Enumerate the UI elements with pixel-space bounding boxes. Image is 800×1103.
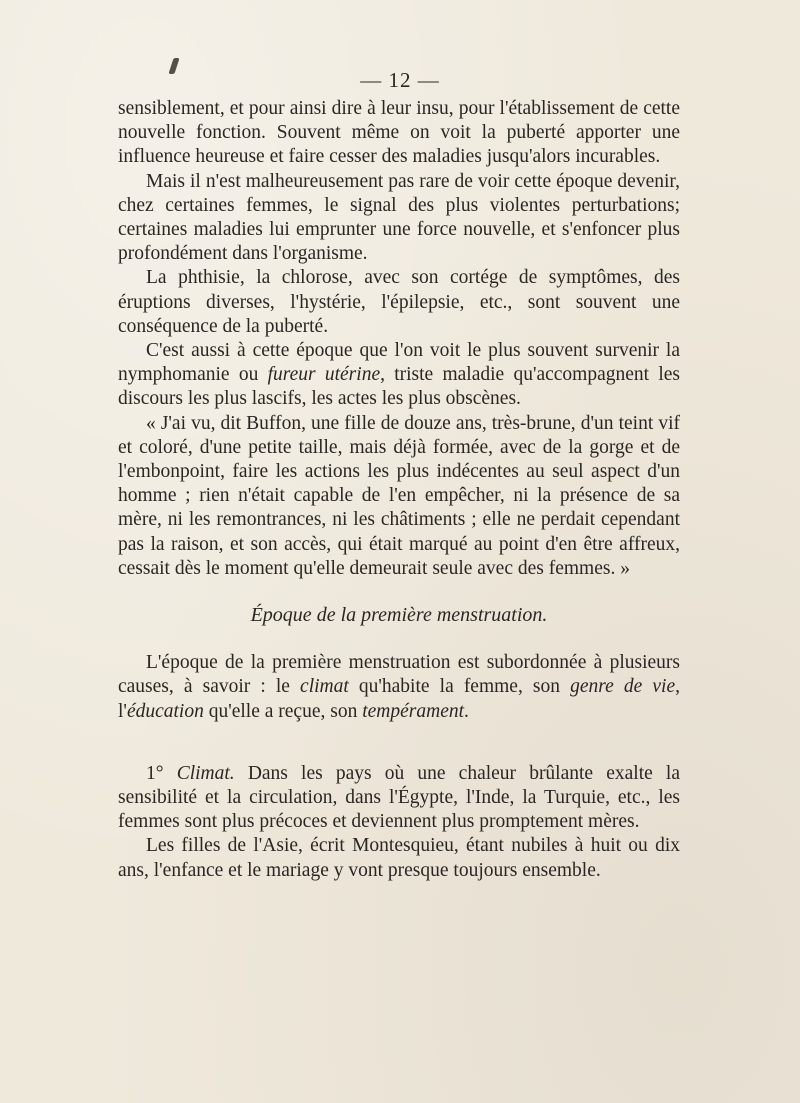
section-paragraph-1-text-b: qu'habite la femme, son bbox=[348, 676, 571, 698]
page-number: — 12 — bbox=[360, 68, 440, 92]
section-paragraph-2-number: 1° bbox=[146, 762, 177, 784]
section-paragraph-1-emphasis-3: éducation bbox=[126, 700, 204, 722]
page-body bbox=[118, 97, 680, 883]
section-paragraph-1-text-d: qu'elle a reçue, son bbox=[203, 700, 363, 722]
section-paragraph-1-text-c: , l' bbox=[118, 676, 680, 722]
section-paragraph-1-emphasis-1: climat bbox=[300, 676, 349, 698]
section-paragraph-2-heading: Climat. bbox=[176, 762, 235, 784]
section-title: Époque de la première menstruation. bbox=[250, 604, 548, 627]
paragraph-1: sensiblement, et pour ainsi dire à leur insu, pour l'établissement de cette nouvelle fonction. Souvent même on voit la puberté apporter une influence heureuse et faire cesser des maladies jusqu'alors incurables. bbox=[118, 98, 680, 168]
paragraph-4-text-a: C'est aussi à cette époque que l'on voit le plus souvent survenir la nymphomanie ou bbox=[118, 340, 680, 386]
section-paragraph-1 bbox=[118, 651, 680, 724]
section-paragraph-1-text-e: . bbox=[464, 700, 469, 722]
paragraph-2: Mais il n'est malheureusement pas rare de voir cette époque devenir, chez certaines femmes, le signal des plus violentes perturbations; certaines maladies lui emprunter une force nouvelle, et s'enfoncer plus profondément dans l'organisme. bbox=[118, 170, 680, 265]
section-paragraph-1-emphasis-4: tempérament bbox=[362, 700, 465, 722]
paragraph-3: La phthisie, la chlorose, avec son cortége de symptômes, des éruptions diverses, l'hystérie, l'épilepsie, etc., sont souvent une conséquence de la puberté. bbox=[118, 267, 680, 337]
paragraph-5-quote: « J'ai vu, dit Buffon, une fille de douze ans, très-brune, d'un teint vif et coloré, d'une petite taille, mais déjà formée, avec de la gorge et de l'embonpoint, faire les actions les plus indécentes au seul aspect d'un homme ; rien n'était capable de l'en empêcher, ni la présence de sa mère, ni les remontrances, ni les châtiments ; elle ne perdait cependant pas la raison, et son accès, qui était marqué au point d'en être affreux, cessait dès le moment qu'elle demeurait seule avec des femmes. » bbox=[118, 412, 680, 579]
paragraph-4 bbox=[118, 339, 680, 412]
section-paragraph-2 bbox=[118, 762, 680, 835]
paragraph-4-text-b: , triste maladie qu'accompagnent les discours les plus lascifs, les actes les plus obscènes. bbox=[118, 364, 680, 410]
section-paragraph-1-text-a: L'époque de la première menstruation est subordonnée à plusieurs causes, à savoir : le bbox=[118, 652, 680, 698]
section-paragraph-2-text: Dans les pays où une chaleur brûlante exalte la sensibilité et la circulation, dans l'Égypte, l'Inde, la Turquie, etc., les femmes sont plus précoces et deviennent plus promptement mères. bbox=[118, 762, 680, 833]
section-paragraph-3: Les filles de l'Asie, écrit Montesquieu, étant nubiles à huit ou dix ans, l'enfance et le mariage y vont presque toujours ensemble. bbox=[118, 835, 680, 881]
section-paragraph-1-emphasis-2: genre de vie bbox=[570, 676, 676, 698]
paragraph-4-emphasis: fureur utérine bbox=[267, 364, 381, 386]
